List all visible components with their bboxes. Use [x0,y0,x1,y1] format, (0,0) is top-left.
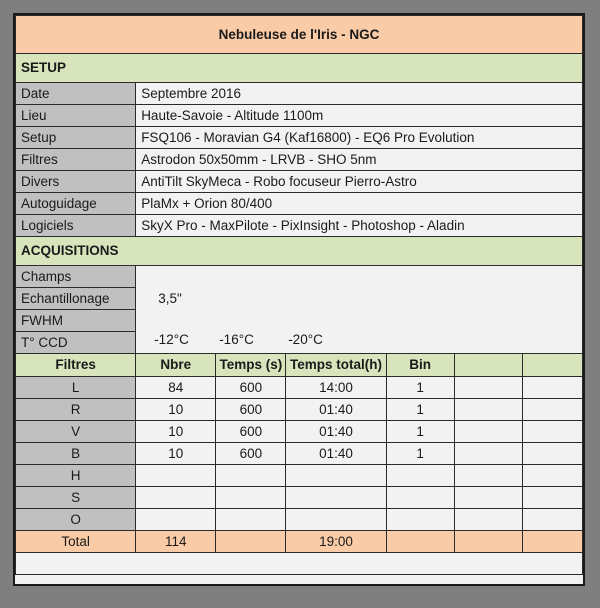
cell-extra-1 [454,465,522,487]
cell-temps: 600 [216,421,286,443]
column-header-bin: Bin [386,354,454,377]
cell-nbre [136,465,216,487]
cell-extra-2 [522,443,582,465]
cell-temps-total [286,509,386,531]
cell-nbre: 10 [136,443,216,465]
cell-temps-total [286,487,386,509]
cell-temps [216,465,286,487]
row-label-fwhm: FWHM [16,310,136,332]
cell-filtre: B [16,443,136,465]
row-label-tccd: T° CCD [16,332,136,354]
table-row [16,465,583,487]
row-value-lieu: Haute-Savoie - Altitude 1100m [136,105,583,127]
row-label-champs: Champs [16,266,136,288]
cell-temps-total: 01:40 [286,421,386,443]
spreadsheet-table [15,15,583,575]
cell-extra-1 [454,377,522,399]
table-row [16,266,583,288]
column-header-temps-total: Temps total(h) [286,354,386,377]
cell-filtre: H [16,465,136,487]
cell-temps: 600 [216,399,286,421]
cell-temps: 600 [216,377,286,399]
cell-extra-2 [522,509,582,531]
cell-extra-1 [454,399,522,421]
section-header-acquisitions: ACQUISITIONS [16,237,583,266]
cell-bin: 1 [386,399,454,421]
cell-nbre: 10 [136,399,216,421]
cell-bin: 1 [386,377,454,399]
cell-bin: 1 [386,443,454,465]
cell-extra-2 [522,465,582,487]
cell-extra-1 [454,487,522,509]
row-value-logiciels: SkyX Pro - MaxPilote - PixInsight - Photoshop - Aladin [136,215,583,237]
ccd-temp-3: -20°C [288,332,323,347]
row-label-setup: Setup [16,127,136,149]
table-row [16,443,583,465]
table-row [16,215,583,237]
row-value-divers: AntiTilt SkyMeca - Robo focuseur Pierro-Astro [136,171,583,193]
echantillonage-value: 3,5" [158,291,182,306]
cell-filtre: R [16,399,136,421]
cell-extra-1 [454,421,522,443]
column-header-extra-2 [522,354,582,377]
cell-filtre: L [16,377,136,399]
table-row [16,421,583,443]
total-extra-1 [454,531,522,553]
row-value-date: Septembre 2016 [136,83,583,105]
table-row [16,487,583,509]
row-value-filtres: Astrodon 50x50mm - LRVB - SHO 5nm [136,149,583,171]
ccd-temp-1: -12°C [154,332,189,347]
empty-cell [16,553,583,575]
cell-temps [216,487,286,509]
section-header-setup: SETUP [16,54,583,83]
table-row [16,377,583,399]
table-row [16,399,583,421]
cell-temps-total: 01:40 [286,443,386,465]
table-row [16,105,583,127]
cell-extra-2 [522,421,582,443]
cell-temps-total: 01:40 [286,399,386,421]
measures-value-area [136,266,583,354]
cell-extra-2 [522,487,582,509]
spreadsheet-frame [13,13,585,586]
column-header-temps: Temps (s) [216,354,286,377]
page-title: Nebuleuse de l'Iris - NGC [16,16,583,54]
row-label-echantillonage: Echantillonage [16,288,136,310]
cell-bin [386,487,454,509]
row-label-divers: Divers [16,171,136,193]
ccd-temperature-row [136,329,582,350]
setup-section-row [16,54,583,83]
row-label-logiciels: Logiciels [16,215,136,237]
cell-bin: 1 [386,421,454,443]
column-header-extra-1 [454,354,522,377]
total-row [16,531,583,553]
column-header-nbre: Nbre [136,354,216,377]
empty-bottom-area [16,553,583,575]
total-temps-total: 19:00 [286,531,386,553]
row-value-autoguidage: PlaMx + Orion 80/400 [136,193,583,215]
table-row [16,193,583,215]
ccd-temp-2: -16°C [219,332,254,347]
cell-filtre: S [16,487,136,509]
cell-extra-1 [454,509,522,531]
title-row [16,16,583,54]
table-row [16,171,583,193]
cell-filtre: O [16,509,136,531]
row-label-lieu: Lieu [16,105,136,127]
cell-bin [386,509,454,531]
cell-temps-total [286,465,386,487]
acquisitions-section-row [16,237,583,266]
total-bin [386,531,454,553]
row-value-setup: FSQ106 - Moravian G4 (Kaf16800) - EQ6 Pro Evolution [136,127,583,149]
table-row [16,83,583,105]
cell-nbre: 84 [136,377,216,399]
cell-filtre: V [16,421,136,443]
table-row [16,149,583,171]
column-header-filtres: Filtres [16,354,136,377]
cell-temps [216,509,286,531]
total-label: Total [16,531,136,553]
row-label-autoguidage: Autoguidage [16,193,136,215]
cell-temps: 600 [216,443,286,465]
cell-extra-1 [454,443,522,465]
cell-extra-2 [522,399,582,421]
row-label-filtres: Filtres [16,149,136,171]
table-row [16,509,583,531]
total-nbre: 114 [136,531,216,553]
table-row [16,127,583,149]
cell-temps-total: 14:00 [286,377,386,399]
total-extra-2 [522,531,582,553]
cell-nbre [136,487,216,509]
total-temps [216,531,286,553]
cell-nbre: 10 [136,421,216,443]
cell-nbre [136,509,216,531]
cell-bin [386,465,454,487]
cell-extra-2 [522,377,582,399]
row-label-date: Date [16,83,136,105]
acquisitions-header-row [16,354,583,377]
